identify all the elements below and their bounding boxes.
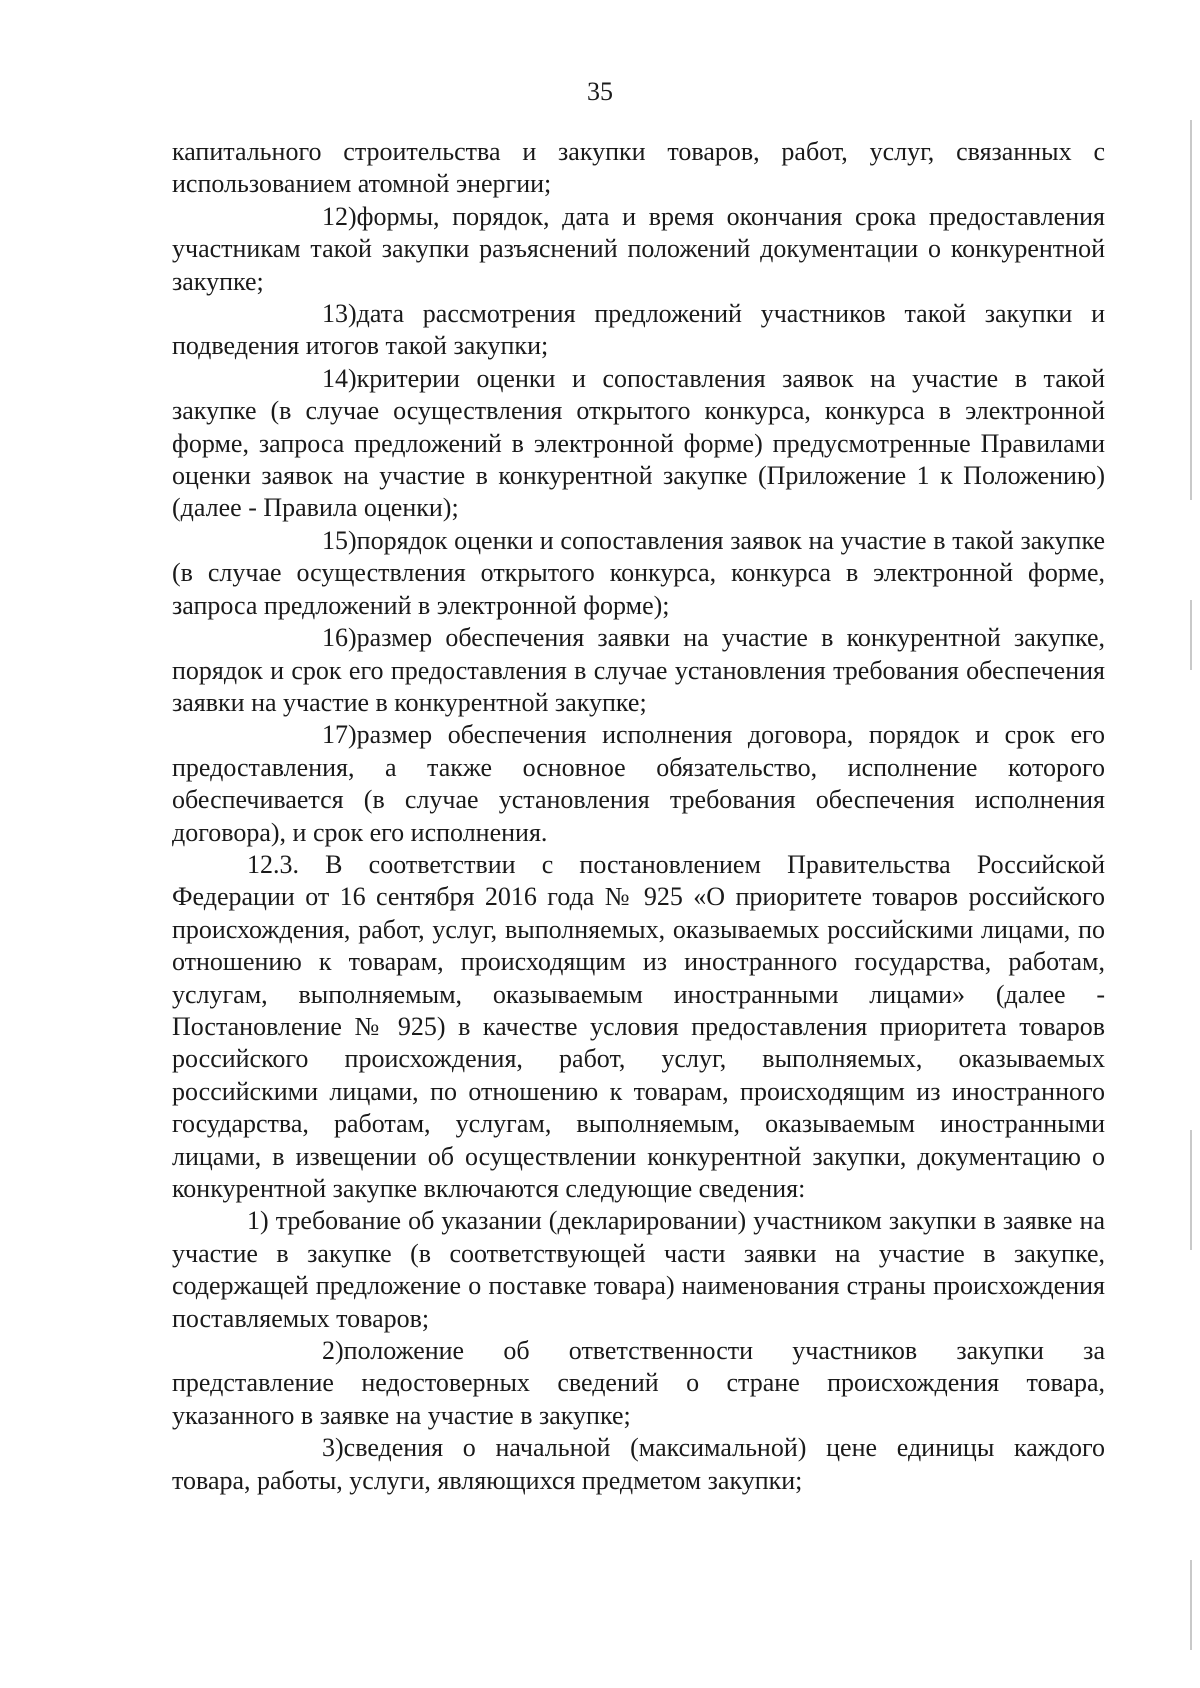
scan-edge-mark <box>1190 1130 1192 1250</box>
list-item-2 <box>172 1335 1105 1432</box>
paragraph-text: сведения о начальной (максимальной) цене единицы каждого товара, работы, услуги, являющихся предметом закупки; <box>172 1433 1105 1495</box>
scan-edge-mark <box>1190 600 1192 670</box>
paragraph-continuation <box>172 136 1105 201</box>
list-item-1 <box>172 1205 1105 1335</box>
page-number: 35 <box>587 77 613 106</box>
paragraph-text: порядок оценки и сопоставления заявок на участие в такой закупке (в случае осуществления открытого конкурса, конкурса в электронной форме, запроса предложений в электронной форме); <box>172 525 1105 620</box>
paragraph-text: 12.3. В соответствии с постановлением Правительства Российской Федерации от 16 сентября 2016 года № 925 «О приоритете товаров российского происхождения, работ, услуг, выполняемых, оказываемых российскими лицами, по отношению к товарам, происходящим из иностранного государства, работам, услугам, выполняемым, оказываемым иностранными лицами» (далее - Постановление № 925) в качестве условия предоставления приоритета товаров российского происхождения, работ, услуг, выполняемых, оказываемых российскими лицами, по отношению к товарам, происходящим из иностранного государства, работам, услугам, выполняемым, оказываемым иностранными лицами, в извещении об осуществлении конкурентной закупки, документацию о конкурентной закупке включаются следующие сведения: <box>172 849 1105 1203</box>
list-item-17 <box>172 719 1105 849</box>
scan-edge-mark <box>1190 120 1192 500</box>
paragraph-text: критерии оценки и сопоставления заявок на участие в такой закупке (в случае осуществления открытого конкурса, конкурса в электронной форме, запроса предложений в электронной форме) предусмотренные Правилами оценки заявок на участие в конкурентной закупке (Приложение 1 к Положению) (далее - Правила оценки); <box>172 363 1105 523</box>
list-number: 17) <box>322 720 357 750</box>
list-number: 3) <box>322 1433 344 1463</box>
paragraph-text: 1) требование об указании (декларировании) участником закупки в заявке на участие в закупке (в соответствующей части заявки на участие в закупке, содержащей предложение о поставке товара) наименования страны происхождения поставляемых товаров; <box>172 1206 1105 1333</box>
list-number: 2) <box>322 1336 344 1366</box>
list-number: 12) <box>322 201 357 231</box>
scan-edge-mark <box>1190 1560 1192 1650</box>
section-12-3 <box>172 849 1105 1205</box>
paragraph-text: размер обеспечения заявки на участие в конкурентной закупке, порядок и срок его предоставления в случае установления требования обеспечения заявки на участие в конкурентной закупке; <box>172 623 1105 717</box>
list-item-16 <box>172 622 1105 719</box>
list-item-13 <box>172 298 1105 363</box>
paragraph-text: размер обеспечения исполнения договора, порядок и срок его предоставления, а также основное обязательство, исполнение которого обеспечивается (в случае установления требования обеспечения исполнения договора), и срок его исполнения. <box>172 720 1105 847</box>
list-number: 14) <box>322 363 357 393</box>
paragraph-text: положение об ответственности участников закупки за представление недостоверных сведений о стране происхождения товара, указанного в заявке на участие в закупке; <box>172 1336 1105 1430</box>
list-item-15 <box>172 525 1105 622</box>
list-number: 13) <box>322 299 357 329</box>
list-item-3 <box>172 1432 1105 1497</box>
list-number: 16) <box>322 623 357 653</box>
list-number: 15) <box>322 525 357 555</box>
paragraph-text: формы, порядок, дата и время окончания срока предоставления участникам такой закупки разъяснений положений документации о конкурентной закупке; <box>172 201 1105 296</box>
paragraph-text: дата рассмотрения предложений участников такой закупки и подведения итогов такой закупки; <box>172 299 1105 361</box>
list-item-12 <box>172 201 1105 298</box>
paragraph-text: капитального строительства и закупки товаров, работ, услуг, связанных с использованием атомной энергии; <box>172 137 1105 199</box>
document-body <box>172 136 1105 1497</box>
list-item-14 <box>172 363 1105 525</box>
